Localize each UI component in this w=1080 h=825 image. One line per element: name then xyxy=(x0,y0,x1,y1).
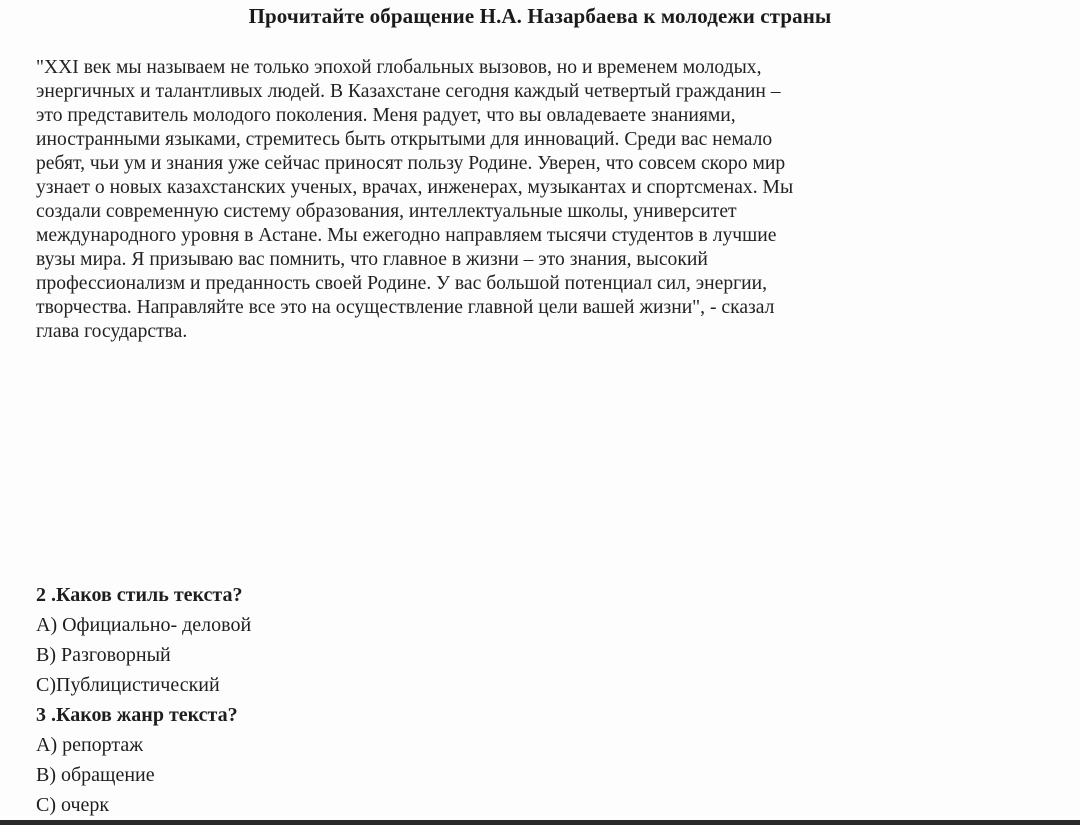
question-3-heading: 3 .Каков жанр текста? xyxy=(36,704,238,726)
quote-line: профессионализм и преданность своей Родине. У вас большой потенциал сил, энергии, xyxy=(36,273,768,294)
question-2-option-c: С)Публицистический xyxy=(36,674,220,696)
question-2-heading: 2 .Каков стиль текста? xyxy=(36,584,243,606)
bottom-divider xyxy=(0,820,1080,825)
quote-line: "XXI век мы называем не только эпохой глобальных вызовов, но и временем молодых, xyxy=(36,57,762,78)
question-2-option-b: В) Разговорный xyxy=(36,644,171,666)
quote-line: глава государства. xyxy=(36,321,188,342)
question-3-option-c: С) очерк xyxy=(36,794,110,816)
question-3-option-a: А) репортаж xyxy=(36,734,144,756)
question-3-option-b: В) обращение xyxy=(36,764,155,786)
quote-line: энергичных и талантливых людей. В Казахстане сегодня каждый четвертый гражданин – xyxy=(36,81,781,102)
question-2-option-a: А) Официально- деловой xyxy=(36,614,252,636)
quote-line: ребят, чьи ум и знания уже сейчас приносят пользу Родине. Уверен, что совсем скоро мир xyxy=(36,153,786,174)
quote-paragraph xyxy=(36,56,1046,344)
quote-line: узнает о новых казахстанских ученых, врачах, инженерах, музыкантах и спортсменах. Мы xyxy=(36,177,794,198)
questions-block xyxy=(36,580,636,820)
quote-line: международного уровня в Астане. Мы ежегодно направляем тысячи студентов в лучшие xyxy=(36,225,777,246)
quote-line: вузы мира. Я призываю вас помнить, что главное в жизни – это знания, высокий xyxy=(36,249,708,270)
page-title: Прочитайте обращение Н.А. Назарбаева к молодежи страны xyxy=(248,4,832,28)
quote-line: творчества. Направляйте все это на осуществление главной цели вашей жизни", - сказал xyxy=(36,297,775,318)
quote-line: это представитель молодого поколения. Меня радует, что вы овладеваете знаниями, xyxy=(36,105,736,126)
quote-line: создали современную систему образования, интеллектуальные школы, университет xyxy=(36,201,737,222)
quote-line: иностранными языками, стремитесь быть открытыми для инноваций. Среди вас немало xyxy=(36,129,773,150)
